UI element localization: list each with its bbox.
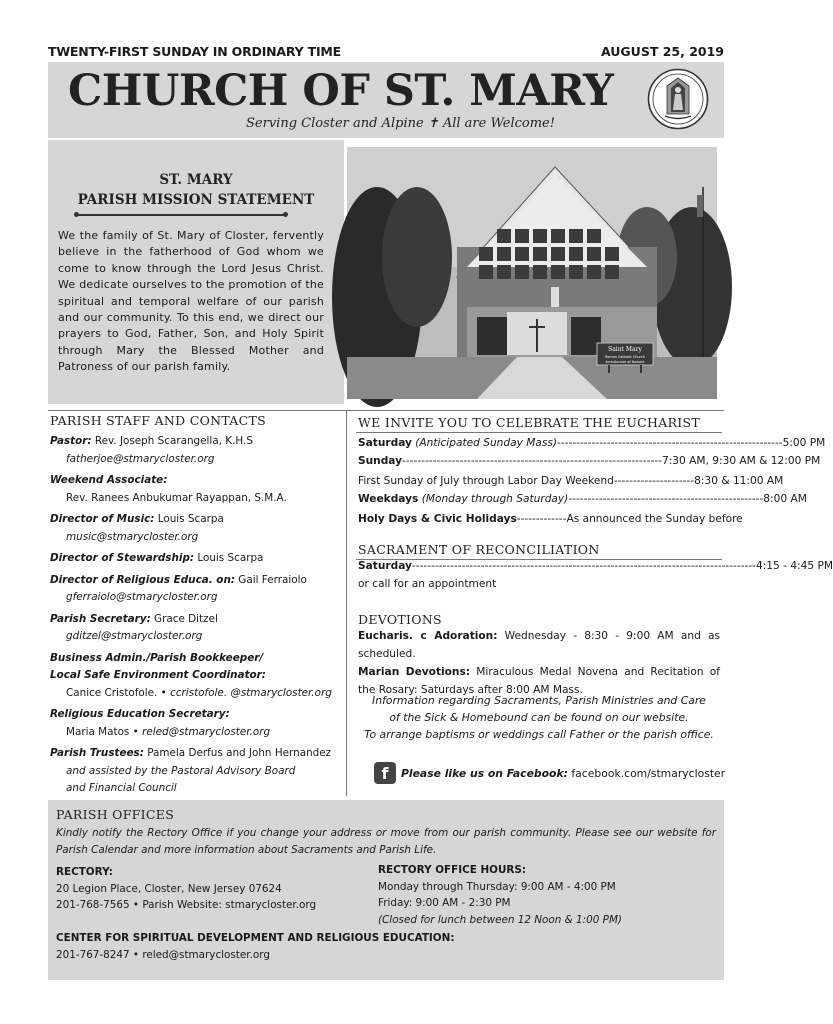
info-line1: Information regarding Sacraments, Parish Ministries and Care xyxy=(372,694,706,707)
trustees-label: Parish Trustees: xyxy=(50,747,144,759)
devotions-heading: DEVOTIONS xyxy=(358,612,442,627)
facebook-line xyxy=(401,767,725,780)
leader-dashes: --------------------------------------------------- xyxy=(568,493,764,505)
center-block xyxy=(56,930,716,963)
sunday-label: Sunday xyxy=(358,455,403,467)
marian-label: Marian Devotions: xyxy=(358,666,471,678)
facebook-url[interactable]: facebook.com/stmarycloster xyxy=(567,767,726,780)
religious-ed-name: Gail Ferraiolo xyxy=(235,573,307,586)
pastor-label: Pastor: xyxy=(50,435,92,447)
church-photo xyxy=(347,147,717,399)
hours-friday: Friday: 9:00 AM - 2:30 PM xyxy=(378,897,511,909)
offices-heading: PARISH OFFICES xyxy=(56,807,175,822)
pastor-name: Rev. Joseph Scarangella, K.H.S xyxy=(91,435,253,447)
church-subtitle: Serving Closter and Alpine ✝ All are Welcome! xyxy=(246,116,555,131)
summer-label: First Sunday of July through Labor Day Weekend xyxy=(358,475,614,487)
weekday-mass-row xyxy=(358,490,807,508)
leader-dashes: -------------------------------------------------------------------- xyxy=(402,455,662,467)
info-line2: of the Sick & Homebound can be found on our website. xyxy=(389,711,689,724)
mass-schedule xyxy=(358,434,826,528)
reled-secretary-label: Religious Education Secretary: xyxy=(50,708,230,720)
eucharist-heading: WE INVITE YOU TO CELEBRATE THE EUCHARIST xyxy=(358,415,701,430)
sign-line3: Archdiocese of Newark xyxy=(605,360,645,364)
facebook-label: Please like us on Facebook: xyxy=(401,767,568,780)
saturday-note: (Anticipated Sunday Mass) xyxy=(411,437,558,449)
rectory-block xyxy=(56,864,366,914)
reconciliation-heading: SACRAMENT OF RECONCILIATION xyxy=(358,542,600,557)
mission-title-line1: ST. MARY xyxy=(159,172,233,188)
reled-secretary-email[interactable]: • reled@stmarycloster.org xyxy=(132,725,271,738)
secretary-label: Parish Secretary: xyxy=(50,612,151,625)
reconciliation-note: or call for an appointment xyxy=(358,578,497,590)
weekend-associate-label: Weekend Associate: xyxy=(50,474,168,486)
offices-intro: Kindly notify the Rectory Office if you change your address or move from our parish community. Please see our website for Parish Calendar and more information about Sacraments and Parish Life. xyxy=(56,827,716,856)
weekdays-time: 8:00 AM xyxy=(763,493,807,505)
center-label: CENTER FOR SPIRITUAL DEVELOPMENT AND RELIGIOUS EDUCATION: xyxy=(56,932,455,944)
reconciliation-day: Saturday xyxy=(358,560,412,572)
leader-dashes: --------------------- xyxy=(613,475,695,487)
sunday-mass-row xyxy=(358,452,821,470)
bulletin-date: AUGUST 25, 2019 xyxy=(600,44,724,59)
music-name: Louis Scarpa xyxy=(154,513,224,525)
religious-ed-label: Director of Religious Educa. on: xyxy=(50,573,235,586)
hours-label: RECTORY OFFICE HOURS: xyxy=(378,864,527,876)
holy-days-label: Holy Days & Civic Holidays xyxy=(358,513,517,525)
hours-weekday: Monday through Thursday: 9:00 AM - 4:00 PM xyxy=(378,880,616,893)
sign-line2: Roman Catholic Church xyxy=(605,355,645,359)
staff-heading: PARISH STAFF AND CONTACTS xyxy=(50,413,266,428)
weekdays-label: Weekdays xyxy=(358,493,419,505)
music-label: Director of Music: xyxy=(50,513,155,525)
business-admin-email[interactable]: • ccristofole. @stmarycloster.org xyxy=(160,686,332,699)
music-email[interactable]: music@stmarycloster.org xyxy=(66,530,199,543)
rectory-label: RECTORY: xyxy=(56,866,113,878)
rectory-phone: 201-768-7565 • Parish Website: stmarycloster.org xyxy=(56,899,317,911)
sign-line1: Saint Mary xyxy=(608,346,642,353)
saturday-mass-row xyxy=(358,434,826,452)
office-hours-block xyxy=(378,862,718,928)
hours-lunch: (Closed for lunch between 12 Noon & 1:00 PM) xyxy=(378,913,622,926)
weekdays-note: (Monday through Saturday) xyxy=(418,493,569,505)
sunday-time: 7:30 AM, 9:30 AM & 12:00 PM xyxy=(661,455,821,467)
bulletin-occasion: TWENTY-FIRST SUNDAY IN ORDINARY TIME xyxy=(48,44,341,59)
mission-title-rule xyxy=(78,214,284,216)
rectory-address: 20 Legion Place, Closter, New Jersey 07624 xyxy=(56,882,282,895)
trustees-names: Pamela Derfus and John Hernandez xyxy=(143,747,332,759)
leader-dashes: ----------------------------------------------------------- xyxy=(557,437,783,449)
devotions-text xyxy=(358,627,720,699)
business-admin-label-line1: Business Admin./Parish Bookkeeper/ xyxy=(50,651,264,664)
adoration-text: Wednesday - 8:30 - 9:00 AM and as scheduled. xyxy=(358,630,721,660)
trustees-note-line2: and Financial Council xyxy=(66,782,177,794)
parish-seal-logo xyxy=(647,68,709,130)
reconciliation-time: 4:15 - 4:45 PM xyxy=(755,560,833,572)
leader-dashes: ------------------------------------------------------------------------------------------ xyxy=(411,560,756,572)
adoration-label: Eucharis. c Adoration: xyxy=(358,630,498,642)
center-contact: 201-767-8247 • reled@stmarycloster.org xyxy=(56,948,270,961)
stewardship-label: Director of Stewardship: xyxy=(50,552,195,564)
section-divider xyxy=(48,410,724,411)
reled-secretary-name: Maria Matos xyxy=(66,725,133,738)
reconciliation-schedule xyxy=(358,557,833,593)
business-admin-name: Canice Cristofole. xyxy=(66,686,161,699)
sacraments-info xyxy=(356,692,722,743)
holy-days-row xyxy=(358,510,743,528)
rule-end-dot xyxy=(74,212,79,217)
rule-end-dot xyxy=(283,212,288,217)
church-title: CHURCH OF ST. MARY xyxy=(68,66,614,116)
staff-list xyxy=(50,433,342,798)
religious-ed-email[interactable]: gferraiolo@stmarycloster.org xyxy=(66,591,218,603)
mission-statement-text: We the family of St. Mary of Closter, fervently believe in the fatherhood of God whom we come to know through the Lord Jesus Christ. We dedicate ourselves to the promotion of the spiritual and temporal welfare of our parish and our community. To this end, we direct our prayers to God, Father, Son, and Holy Spirit through Mary the Blessed Mother and Patroness of our parish family. xyxy=(58,229,324,374)
secretary-email[interactable]: gditzel@stmarycloster.org xyxy=(66,630,203,642)
trustees-note-line1: and assisted by the Pastoral Advisory Board xyxy=(66,764,296,777)
marian-text: Miraculous Medal Novena and Recitation of the Rosary: Saturdays after 8:00 AM Mass. xyxy=(358,666,720,696)
summer-time: 8:30 & 11:00 AM xyxy=(694,475,784,487)
eucharist-rule xyxy=(356,432,722,433)
stewardship-name: Louis Scarpa xyxy=(194,552,264,564)
saturday-time: 5:00 PM xyxy=(782,437,826,449)
info-line3: To arrange baptisms or weddings call Father or the parish office. xyxy=(364,728,714,741)
column-divider xyxy=(346,410,347,796)
business-admin-label-line2: Local Safe Environment Coordinator: xyxy=(50,669,266,681)
leader-dashes: ------------- xyxy=(516,513,567,525)
pastor-email[interactable]: fatherjoe@stmarycloster.org xyxy=(66,452,215,465)
mission-title-line2: PARISH MISSION STATEMENT xyxy=(77,192,315,208)
holy-days-time: As announced the Sunday before xyxy=(566,513,743,525)
weekend-associate-name: Rev. Ranees Anbukumar Rayappan, S.M.A. xyxy=(66,491,287,504)
secretary-name: Grace Ditzel xyxy=(150,612,218,625)
facebook-icon[interactable]: f xyxy=(374,762,396,784)
saturday-label: Saturday xyxy=(358,437,412,449)
summer-mass-row xyxy=(358,472,784,490)
